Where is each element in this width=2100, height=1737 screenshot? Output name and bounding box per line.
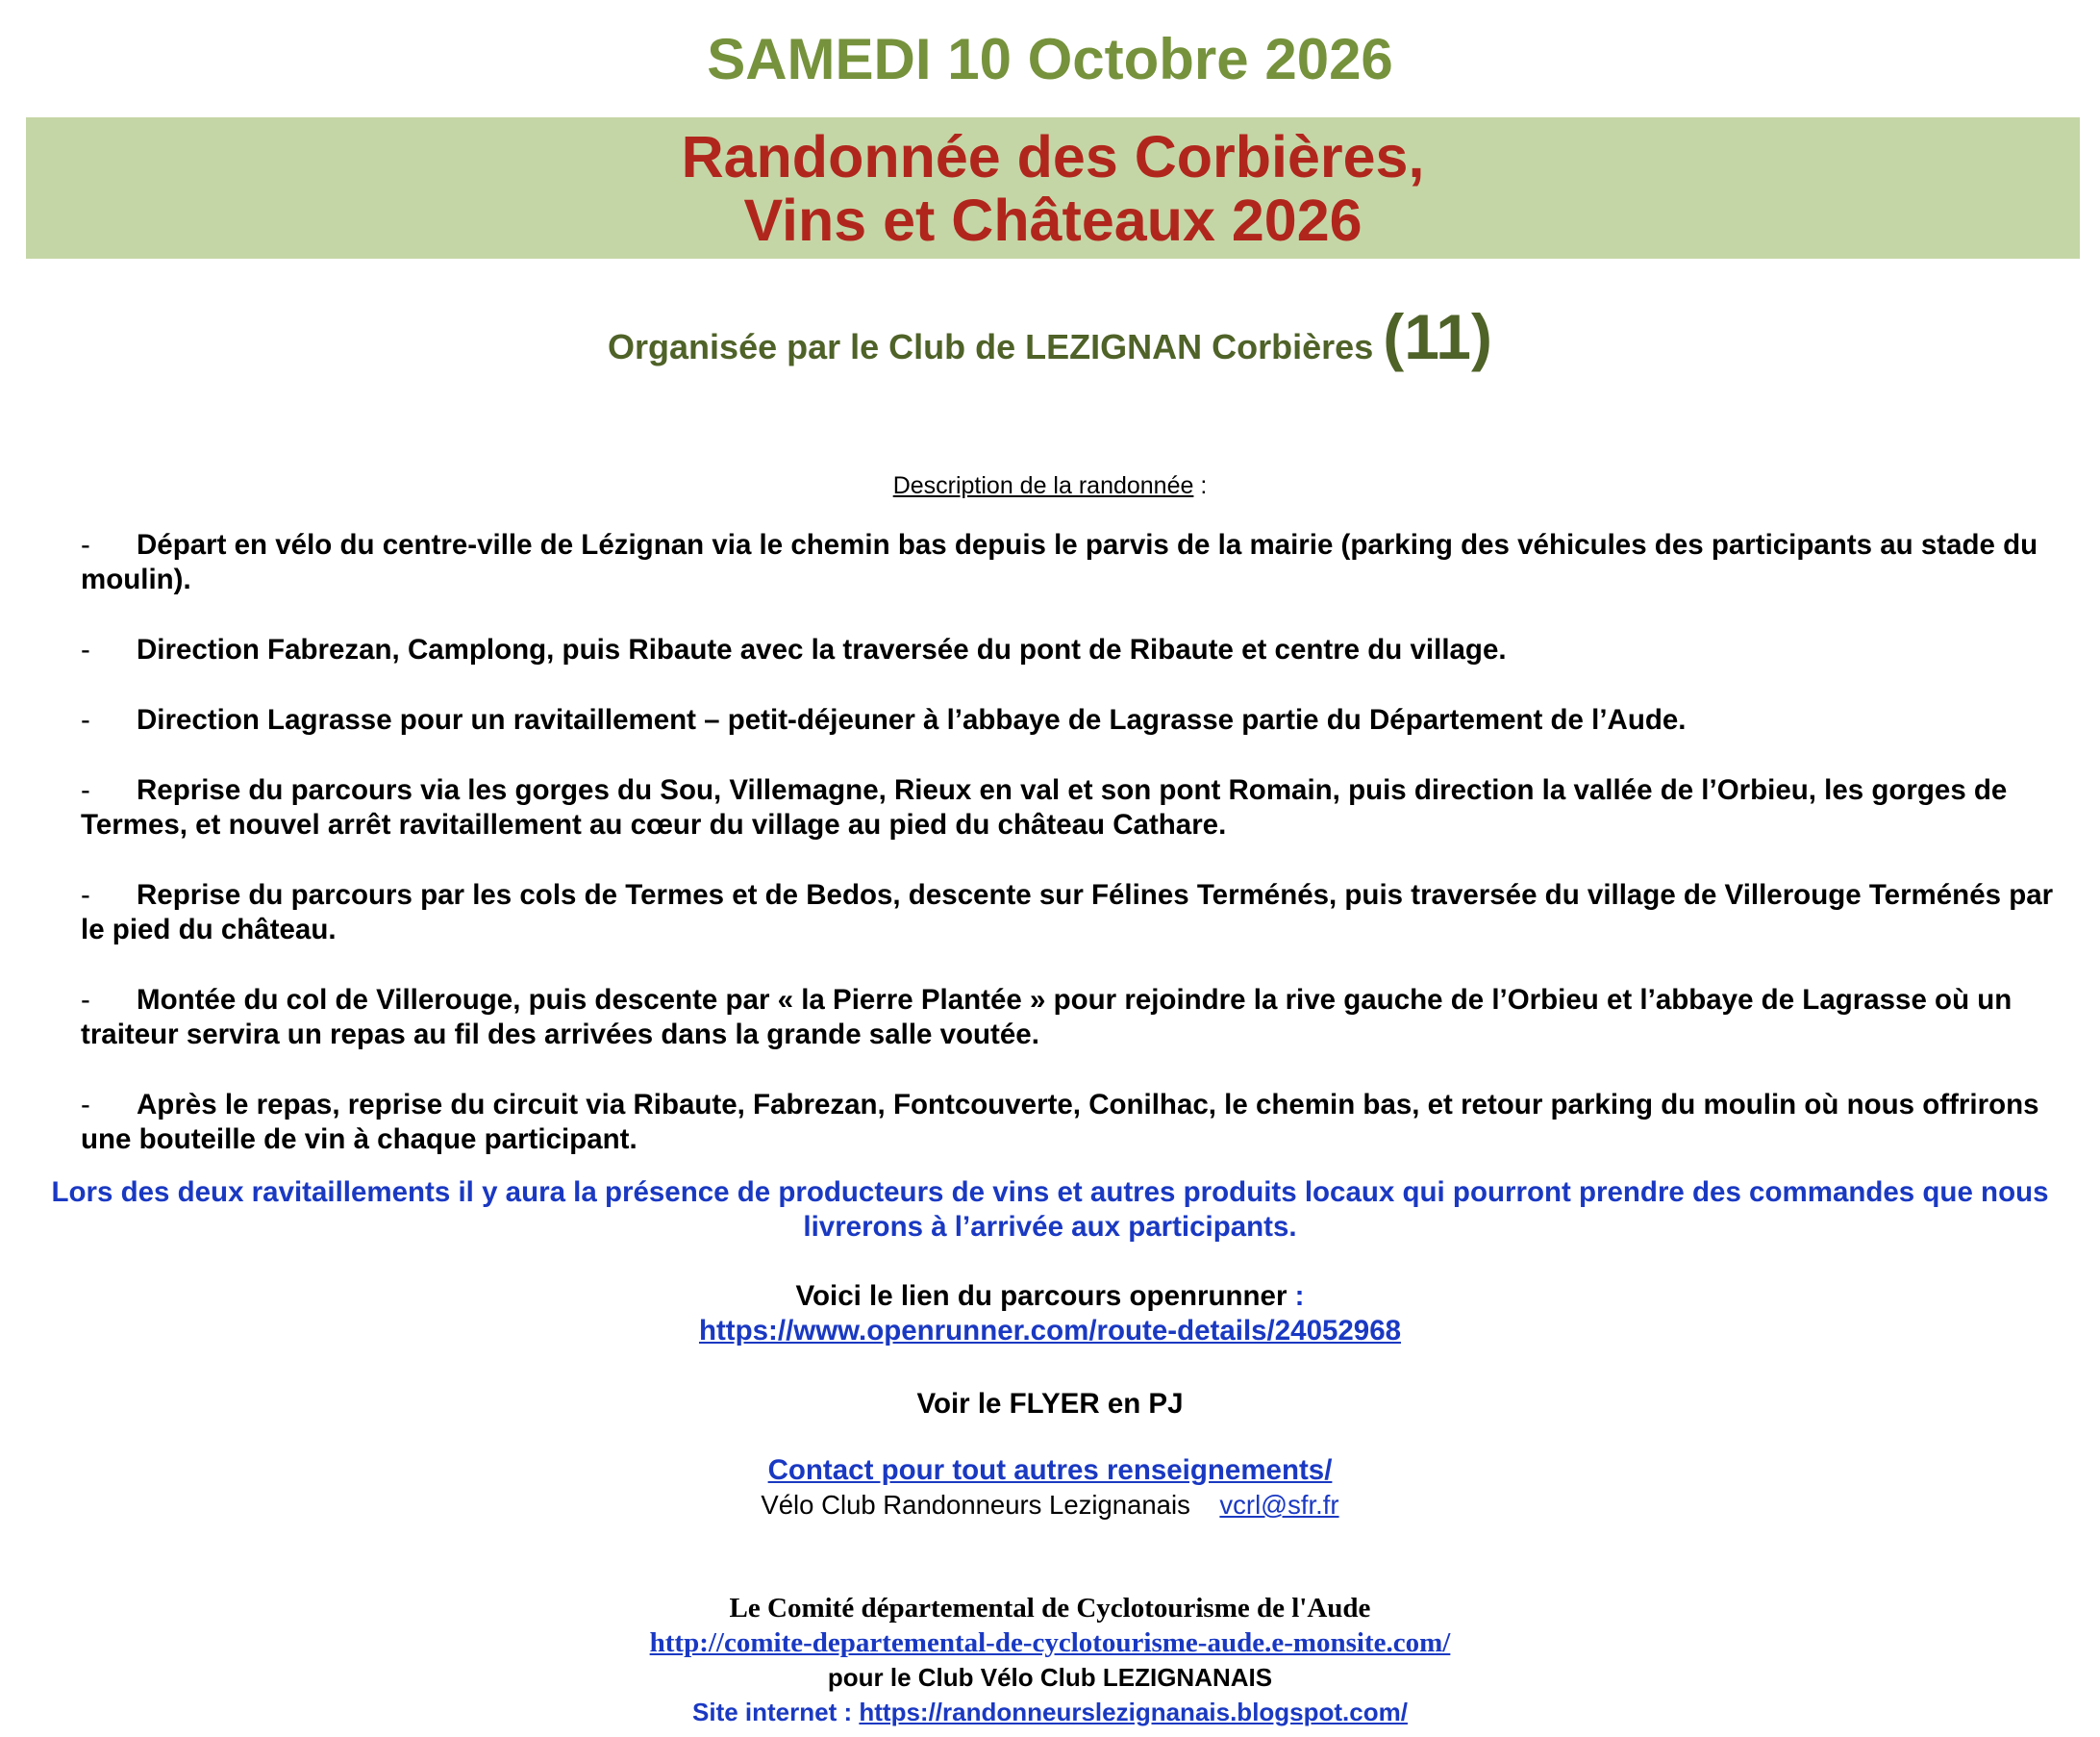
route-label-line (0, 1279, 2100, 1314)
list-item-text: Montée du col de Villerouge, puis descente par « la Pierre Plantée » pour rejoindre la rive gauche de l’Orbieu et l’abbaye de Lagrasse où un traiteur servira un repas au fil des arrivées dans la grande salle voutée. (81, 984, 2012, 1050)
list-item (81, 528, 2081, 597)
route-colon: : (1294, 1280, 1305, 1312)
route-label: Voici le lien du parcours openrunner (795, 1280, 1295, 1312)
bullet-dash: - (81, 634, 90, 666)
contact-email-link[interactable]: vcrl@sfr.fr (1219, 1490, 1339, 1520)
organizer-line (0, 303, 2100, 381)
bullet-dash: - (81, 1089, 90, 1120)
site-label: Site internet : (692, 1698, 860, 1726)
list-item-text: Reprise du parcours via les gorges du Sou, Villemagne, Rieux en val et son pont Romain, puis direction la vallée de l’Orbieu, les gorges de Termes, et nouvel arrêt ravitaillement au cœur du village au pied du château Cathare. (81, 774, 2008, 841)
list-item-text: Départ en vélo du centre-ville de Lézignan via le chemin bas depuis le parvis de la mairie (parking des véhicules des participants au stade du moulin). (81, 529, 2038, 595)
contact-heading-line (0, 1453, 2100, 1488)
description-heading-colon: : (1193, 472, 1208, 499)
comite-link-line (0, 1625, 2100, 1660)
description-heading-text: Description de la randonnée (892, 472, 1194, 499)
contact-block (0, 1453, 2100, 1523)
route-link[interactable]: https://www.openrunner.com/route-details/24052968 (698, 1315, 1402, 1347)
producers-note: Lors des deux ravitaillements il y aura la présence de producteurs de vins et autres produits locaux qui pourront prendre des commandes que nous livrerons à l’arrivée aux participants. (51, 1176, 2049, 1243)
contact-details (0, 1488, 2100, 1523)
contact-heading-link[interactable]: Contact pour tout autres renseignements/ (767, 1454, 1333, 1486)
route-link-line (0, 1314, 2100, 1348)
bullet-dash: - (81, 529, 90, 561)
bullet-dash: - (81, 704, 90, 736)
comite-block (0, 1591, 2100, 1729)
organizer-department: (11) (1383, 301, 1492, 372)
list-item (81, 633, 2081, 667)
list-item (81, 983, 2081, 1052)
organizer-text: Organisée par le Club de LEZIGNAN Corbières (608, 327, 1384, 366)
contact-club-name: Vélo Club Randonneurs Lezignanais (761, 1490, 1190, 1520)
list-item (81, 1088, 2081, 1157)
title-banner (26, 117, 2080, 259)
list-item (81, 773, 2081, 843)
bullet-dash: - (81, 984, 90, 1016)
list-item (81, 878, 2081, 947)
club-line: pour le Club Vélo Club LEZIGNANAIS (827, 1663, 1273, 1692)
bullet-dash: - (81, 774, 90, 806)
list-item-text: Reprise du parcours par les cols de Termes et de Bedos, descente sur Félines Terménés, puis traversée du village de Villerouge Terménés par le pied du château. (81, 879, 2054, 945)
event-title-line-2: Vins et Châteaux 2026 (743, 188, 1362, 253)
list-item-text: Direction Fabrezan, Camplong, puis Ribaute avec la traversée du pont de Ribaute et centre du village. (137, 634, 1507, 666)
route-block (0, 1279, 2100, 1348)
description-list (81, 528, 2081, 1193)
site-link[interactable]: https://randonneurslezignanais.blogspot.com/ (859, 1698, 1408, 1726)
site-line (0, 1695, 2100, 1729)
list-item (81, 703, 2081, 738)
event-date: SAMEDI 10 Octobre 2026 (707, 27, 1393, 91)
comite-link[interactable]: http://comite-departemental-de-cyclotourisme-aude.e-monsite.com/ (649, 1627, 1451, 1658)
list-item-text: Direction Lagrasse pour un ravitaillement – petit-déjeuner à l’abbaye de Lagrasse partie du Département de l’Aude. (137, 704, 1687, 736)
list-item-text: Après le repas, reprise du circuit via Ribaute, Fabrezan, Fontcouverte, Conilhac, le chemin bas, et retour parking du moulin où nous offrirons une bouteille de vin à chaque participant. (81, 1089, 2039, 1155)
flyer-note: Voir le FLYER en PJ (916, 1388, 1184, 1420)
description-heading (0, 469, 2100, 502)
event-title-line-1: Randonnée des Corbières, (681, 124, 1425, 189)
comite-name: Le Comité départemental de Cyclotourisme de l'Aude (729, 1593, 1371, 1624)
bullet-dash: - (81, 879, 90, 911)
